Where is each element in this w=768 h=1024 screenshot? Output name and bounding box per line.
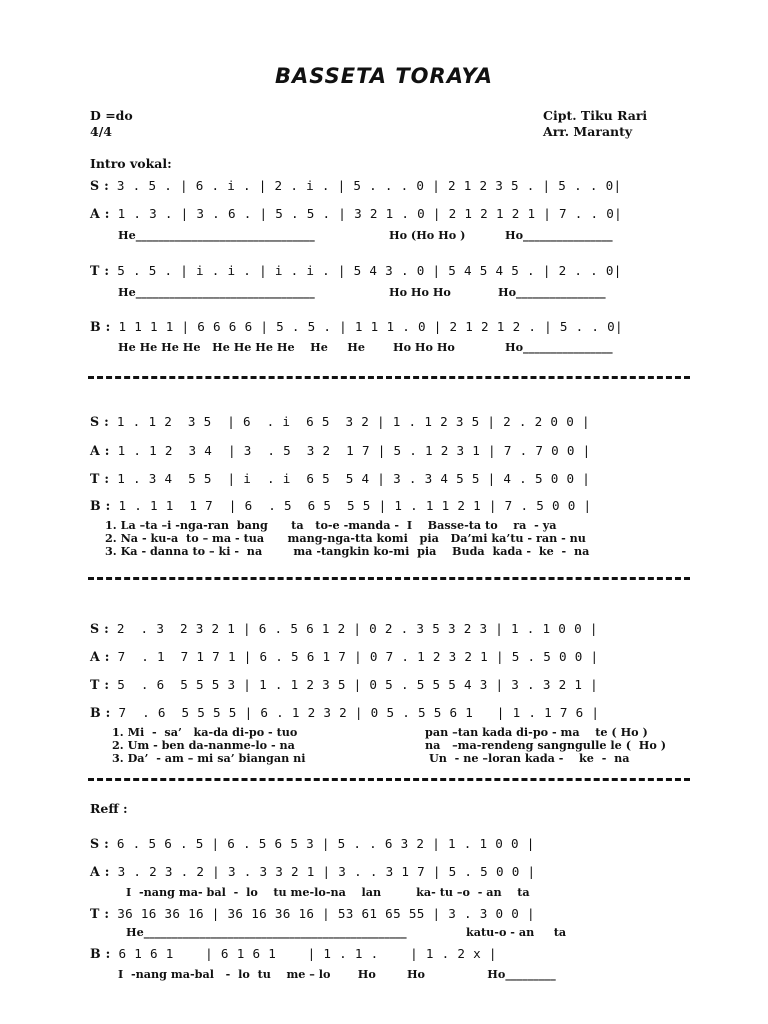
notation: 3 . 2 3 . 2 | 3 . 3 3 2 1 | 3 . . 3 1 7 | 5 . 5 0 0 | [109, 864, 536, 879]
reff-soprano-row [90, 836, 535, 851]
verse1-soprano-row [90, 414, 590, 429]
lyric: He________________________________ [118, 285, 315, 299]
verse1-bass-row [90, 498, 591, 513]
lyric-verse-1: 1. Mi - sa’ ka-da di-po - tuo [112, 725, 298, 739]
voice-label: B : [90, 705, 111, 720]
lyric-verse-2-end: na –ma-rendeng sangngulle le ( Ho ) [425, 738, 667, 752]
verse2-alto-row [90, 649, 598, 664]
lyric-verse-1: 1. La –ta –i -nga-ran bang ta to-e -manda - I Basse-ta to ra - ya [105, 518, 557, 532]
song-title: BASSETA TORAYA [274, 64, 493, 88]
notation: 1 . 1 2 3 5 | 6 . i 6 5 3 2 | 1 . 1 2 3 5 | 2 . 2 0 0 | [109, 414, 590, 429]
intro-tenor-row [90, 263, 622, 278]
section-divider [88, 778, 690, 781]
notation: 1 1 1 1 | 6 6 6 6 | 5 . 5 . | 1 1 1 . 0 | 2 1 2 1 2 . | 5 . . 0| [110, 319, 623, 334]
voice-label: S : [90, 414, 110, 429]
lyric-verse-2: 2. Um - ben da-nanme-lo - na [112, 738, 295, 752]
lyric: He He He He He He He He He He [118, 340, 365, 354]
lyric-verse-3: 3. Ka - danna to – ki - na ma -tangkin ko-mi pia Buda kada - ke - na [105, 544, 590, 558]
lyric: Ho________________ [505, 228, 613, 242]
lyric-verse-3: 3. Da’ - am – mi sa’ biangan ni [112, 751, 306, 765]
section-divider [88, 376, 690, 379]
verse1-tenor-row [90, 471, 590, 486]
notation: 36 16 36 16 | 36 16 36 16 | 53 61 65 55 | 3 . 3 0 0 | [109, 906, 535, 921]
key-and-meter [90, 108, 133, 140]
verse2-soprano-row [90, 621, 598, 636]
notation: 6 1 6 1 | 6 1 6 1 | 1 . 1 . | 1 . 2 x | [110, 946, 497, 961]
intro-label: Intro vokal: [90, 156, 172, 171]
time-signature: 4/4 [90, 124, 112, 139]
credits [543, 108, 647, 140]
reff-tenor-row [90, 906, 535, 921]
voice-label: B : [90, 319, 111, 334]
voice-label: A : [90, 206, 110, 221]
voice-label: A : [90, 864, 110, 879]
verse2-tenor-row [90, 677, 598, 692]
composer: Cipt. Tiku Rari [543, 108, 648, 123]
voice-label: S : [90, 836, 110, 851]
voice-label: T : [90, 906, 110, 921]
notation: 6 . 5 6 . 5 | 6 . 5 6 5 3 | 5 . . 6 3 2 | 1 . 1 0 0 | [109, 836, 535, 851]
intro-alto-row [90, 206, 622, 221]
notation: 3 . 5 . | 6 . i . | 2 . i . | 5 . . . 0 | 2 1 2 3 5 . | 5 . . 0| [109, 178, 622, 193]
reff-label: Reff : [90, 801, 128, 816]
notation: 1 . 1 1 1 7 | 6 . 5 6 5 5 5 | 1 . 1 1 2 1 | 7 . 5 0 0 | [110, 498, 592, 513]
verse1-alto-row [90, 443, 591, 458]
voice-label: B : [90, 946, 111, 961]
lyric-verse-1-end: pan –tan kada di-po - ma te ( Ho ) [425, 725, 648, 739]
voice-label: T : [90, 263, 110, 278]
lyric: He________________________________ [118, 228, 315, 242]
arranger: Arr. Maranty [543, 124, 633, 139]
lyric: I -nang ma-bal - lo tu me – lo Ho Ho Ho_________ [118, 967, 556, 981]
reff-alto-row [90, 864, 535, 879]
reff-bass-row [90, 946, 497, 961]
voice-label: T : [90, 677, 110, 692]
voice-label: B : [90, 498, 111, 513]
lyric: Ho Ho Ho [393, 340, 455, 354]
lyric: Ho (Ho Ho ) [389, 228, 466, 242]
voice-label: S : [90, 178, 110, 193]
lyric: Ho Ho Ho [389, 285, 451, 299]
voice-label: A : [90, 649, 110, 664]
notation: 7 . 6 5 5 5 5 | 6 . 1 2 3 2 | 0 5 . 5 5 6 1 | 1 . 1 7 6 | [110, 705, 600, 720]
lyric-verse-3-end: Un - ne –loran kada - ke - na [429, 751, 630, 765]
lyric: He_______________________________________________ [126, 925, 407, 939]
voice-label: A : [90, 443, 110, 458]
voice-label: S : [90, 621, 110, 636]
intro-bass-row [90, 319, 623, 334]
lyric-verse-2: 2. Na - ku-a to – ma - tua mang-nga-tta komi pia Da’mi ka’tu - ran - nu [105, 531, 586, 545]
notation: 7 . 1 7 1 7 1 | 6 . 5 6 1 7 | 0 7 . 1 2 3 2 1 | 5 . 5 0 0 | [109, 649, 599, 664]
lyric: I -nang ma- bal - lo tu me-lo-na lan ka- tu –o - an ta [126, 885, 530, 899]
notation: 1 . 3 4 5 5 | i . i 6 5 5 4 | 3 . 3 4 5 5 | 4 . 5 0 0 | [109, 471, 591, 486]
notation: 1 . 1 2 3 4 | 3 . 5 3 2 1 7 | 5 . 1 2 3 1 | 7 . 7 0 0 | [109, 443, 591, 458]
voice-label: T : [90, 471, 110, 486]
verse2-bass-row [90, 705, 599, 720]
key-signature: D =do [90, 108, 133, 123]
notation: 5 . 6 5 5 5 3 | 1 . 1 2 3 5 | 0 5 . 5 5 5 4 3 | 3 . 3 2 1 | [109, 677, 599, 692]
notation: 1 . 3 . | 3 . 6 . | 5 . 5 . | 3 2 1 . 0 | 2 1 2 1 2 1 | 7 . . 0| [109, 206, 623, 221]
lyric: katu-o - an ta [466, 925, 567, 939]
notation: 5 . 5 . | i . i . | i . i . | 5 4 3 . 0 | 5 4 5 4 5 . | 2 . . 0| [109, 263, 622, 278]
notation: 2 . 3 2 3 2 1 | 6 . 5 6 1 2 | 0 2 . 3 5 3 2 3 | 1 . 1 0 0 | [109, 621, 598, 636]
intro-soprano-row [90, 178, 621, 193]
lyric: Ho________________ [505, 340, 613, 354]
section-divider [88, 577, 690, 580]
lyric: Ho________________ [498, 285, 606, 299]
